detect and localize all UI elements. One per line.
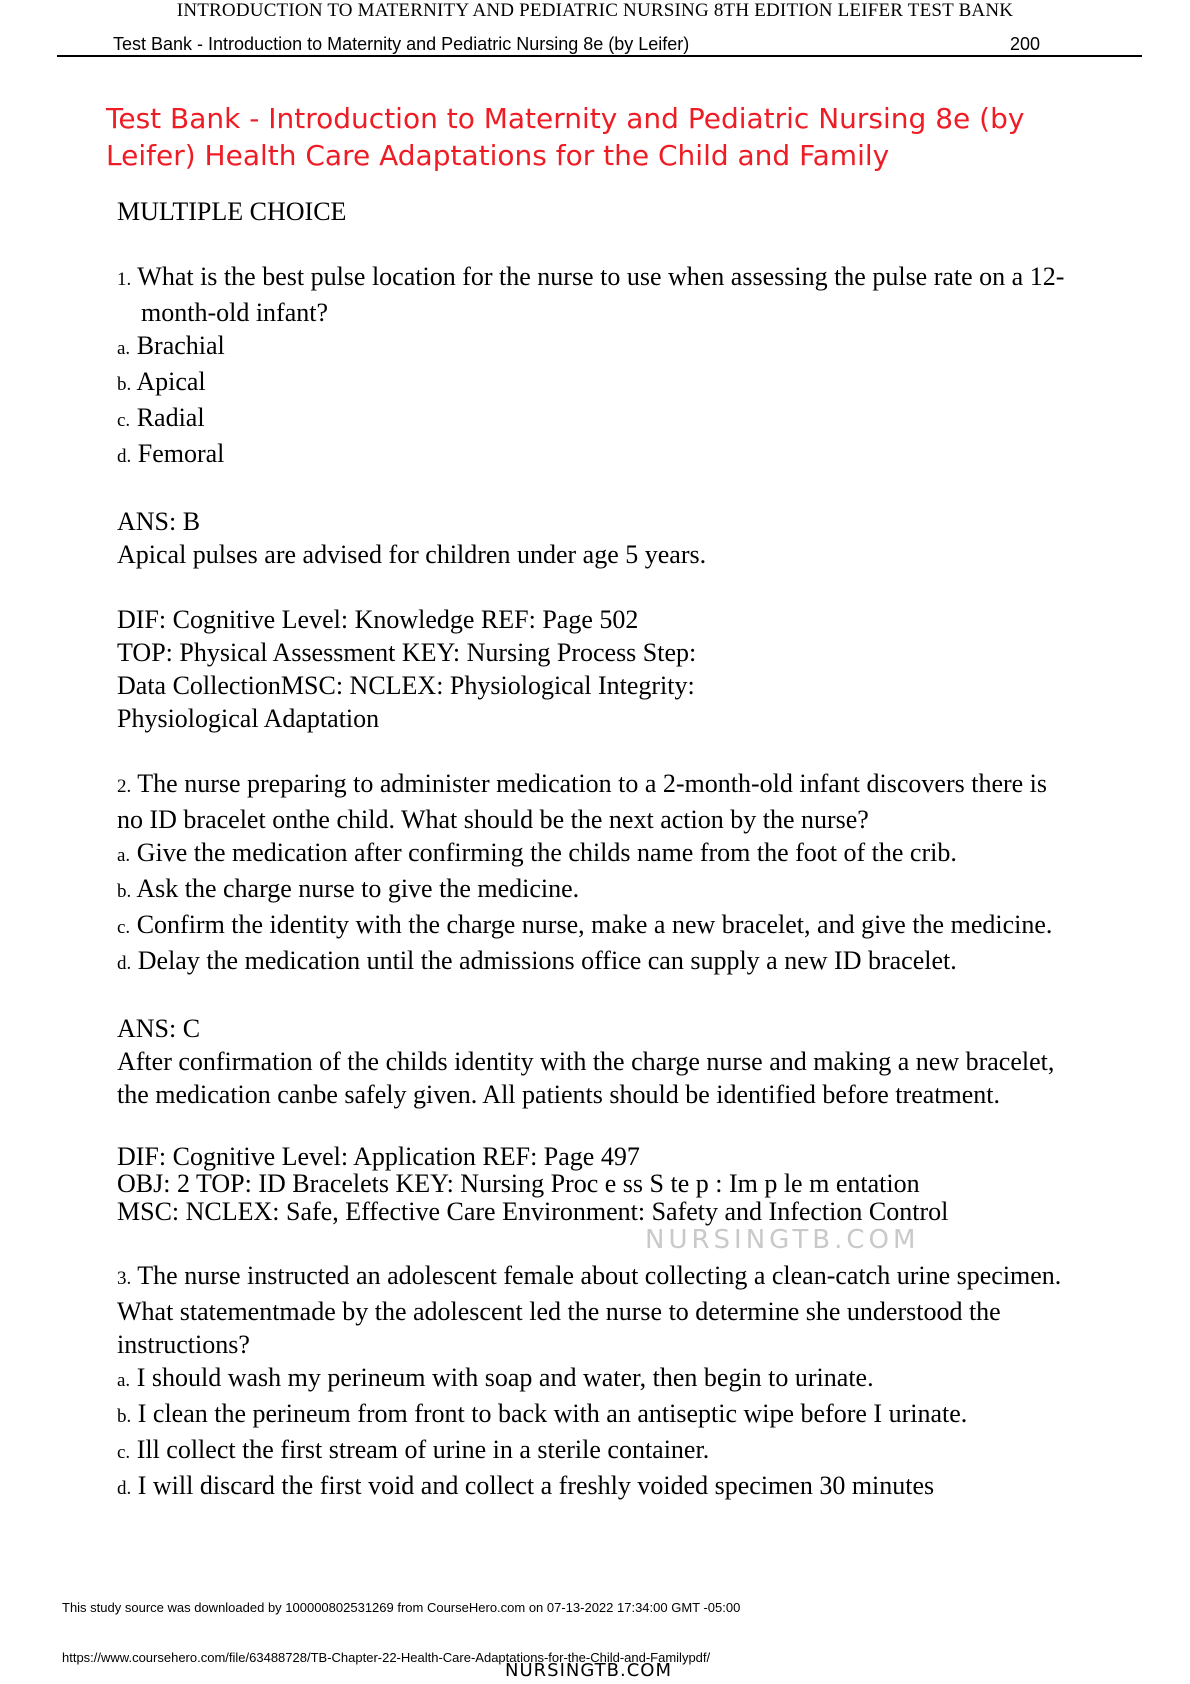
question-stem [117, 1259, 1077, 1361]
option-a: a. Brachial [117, 331, 225, 360]
question-number: 1. [117, 269, 132, 290]
option-a: a. Give the medication after confirming the childs name from the foot of the crib. [117, 838, 957, 867]
option-d: d. Delay the medication until the admissions office can supply a new ID bracelet. [117, 946, 957, 975]
section-heading: MULTIPLE CHOICE [117, 197, 347, 226]
question-text: The nurse preparing to administer medication to a 2-month-old infant discovers there is no ID bracelet onthe child. What should be the next action by the nurse? [117, 769, 1048, 834]
footer-watermark: NURSINGTB.COM [505, 1660, 672, 1681]
running-header [113, 32, 1080, 56]
document-body [117, 195, 1077, 1505]
option-b: b. Apical [117, 367, 206, 396]
header-divider [57, 55, 1142, 57]
meta-line: TOP: Physical Assessment KEY: Nursing Process Step: [117, 638, 697, 667]
document-title: Test Bank - Introduction to Maternity and Pediatric Nursing 8e (by Leifer) Health Care Adaptations for the Child and Family [106, 102, 1025, 172]
page-number: 200 [1009, 34, 1040, 54]
question-2 [117, 767, 1077, 1227]
meta-line: MSC: NCLEX: Safe, Effective Care Environment: Safety and Infection Control [117, 1197, 949, 1226]
option-a: a. I should wash my perineum with soap and water, then begin to urinate. [117, 1363, 874, 1392]
meta-line: Data CollectionMSC: NCLEX: Physiological Integrity: [117, 671, 695, 700]
question-3 [117, 1259, 1077, 1505]
answer: ANS: B [117, 507, 201, 536]
answer: ANS: C [117, 1014, 201, 1043]
question-stem [117, 767, 1077, 836]
meta-line: DIF: Cognitive Level: Application REF: Page 497 [117, 1142, 640, 1171]
option-b: b. I clean the perineum from front to back with an antiseptic wipe before I urinate. [117, 1399, 968, 1428]
rationale: After confirmation of the childs identity with the charge nurse and making a new bracelet, the medication canbe safely given. All patients should be identified before treatment. [117, 1047, 1055, 1109]
option-d: d. I will discard the first void and collect a freshly voided specimen 30 minutes [117, 1471, 935, 1500]
question-text: What is the best pulse location for the nurse to use when assessing the pulse rate on a 12-month-old infant? [137, 262, 1065, 327]
meta-line: DIF: Cognitive Level: Knowledge REF: Page 502 [117, 605, 639, 634]
question-number: 3. [117, 1268, 132, 1289]
meta-line: Physiological Adaptation [117, 704, 380, 733]
footer-source-note: This study source was downloaded by 100000802531269 from CourseHero.com on 07-13-2022 17:34:00 GMT -05:00 [62, 1600, 741, 1615]
top-banner: INTRODUCTION TO MATERNITY AND PEDIATRIC NURSING 8TH EDITION LEIFER TEST BANK [176, 0, 1014, 21]
option-c: c. Radial [117, 403, 205, 432]
question-text: The nurse instructed an adolescent female about collecting a clean-catch urine specimen. What statementmade by the adolescent led the nurse to determine she understood the instructions? [117, 1261, 1062, 1359]
option-c: c. Confirm the identity with the charge nurse, make a new bracelet, and give the medicine. [117, 910, 1053, 939]
option-b: b. Ask the charge nurse to give the medicine. [117, 874, 580, 903]
question-number: 2. [117, 776, 132, 797]
question-stem [117, 260, 1077, 329]
rationale: Apical pulses are advised for children under age 5 years. [117, 540, 707, 569]
meta-line: OBJ: 2 TOP: ID Bracelets KEY: Nursing Proc e ss S te p : Im p le m entation [117, 1169, 920, 1198]
running-header-title: Test Bank - Introduction to Maternity and Pediatric Nursing 8e (by Leifer) [113, 34, 690, 54]
question-1 [117, 260, 1077, 735]
option-c: c. Ill collect the first stream of urine in a sterile container. [117, 1435, 710, 1464]
footer-url-link[interactable]: https://www.coursehero.com/file/63488728/TB-Chapter-22-Health-Care-Adaptations-for-the-Child-and-Familypdf/ [62, 1650, 711, 1665]
option-d: d. Femoral [117, 439, 225, 468]
watermark: NURSINGTB.COM [645, 1225, 920, 1255]
